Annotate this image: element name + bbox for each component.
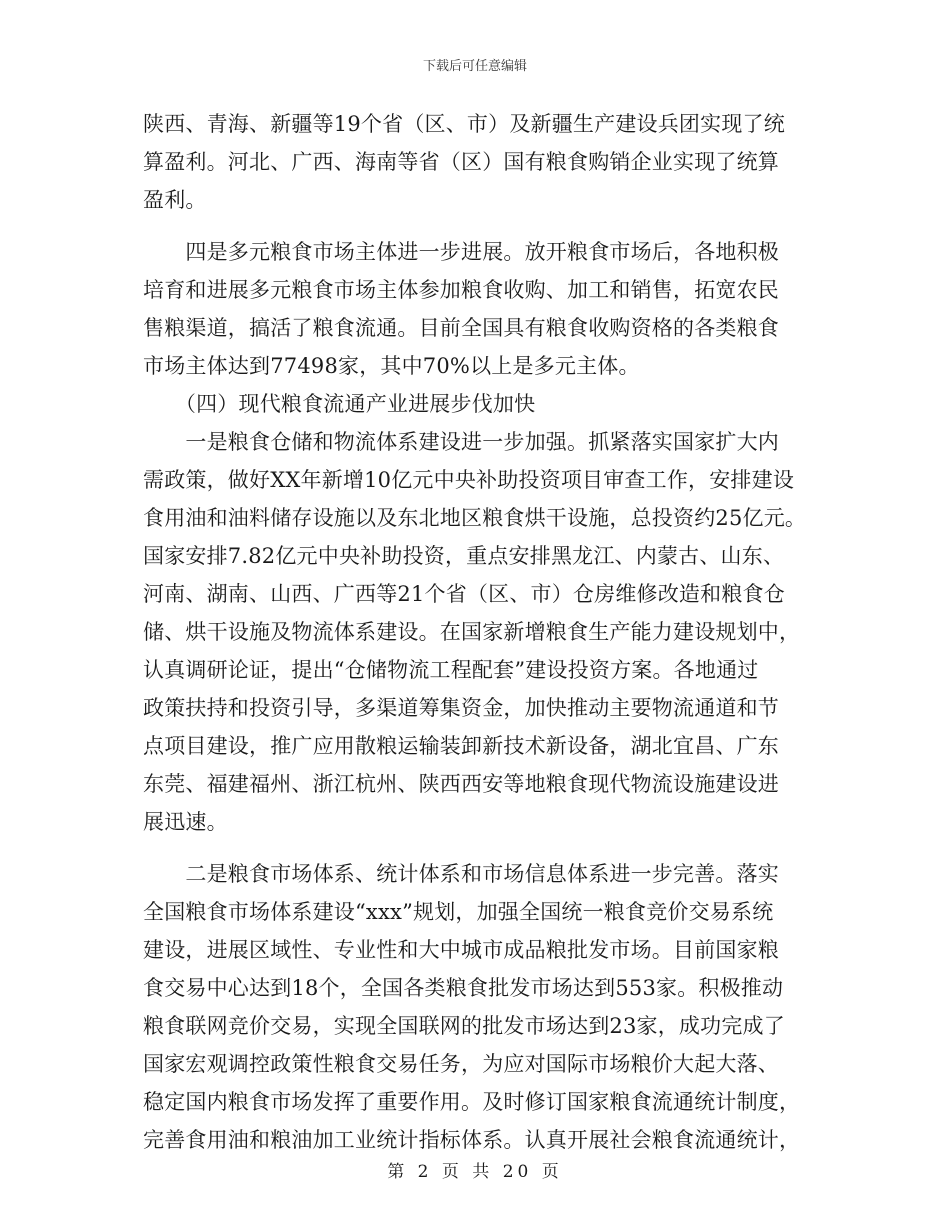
text-line: 完善食用油和粮油加工业统计指标体系。认真开展社会粮食流通统计， [143, 1128, 801, 1152]
text-line: 认真调研论证，提出“仓储物流工程配套”建设投资方案。各地通过 [143, 658, 759, 682]
text-line: 食交易中心达到18个，全国各类粮食批发市场达到553家。积极推动 [143, 976, 784, 1000]
text-line: 市场主体达到77498家，其中70%以上是多元主体。 [143, 354, 640, 378]
text-line: 四是多元粮食市场主体进一步进展。放开粮食市场后，各地积极 [143, 240, 779, 264]
text-line: 二是粮食市场体系、统计体系和市场信息体系进一步完善。落实 [143, 862, 779, 886]
page-header: 下载后可任意编辑 [422, 59, 527, 74]
text-line: 算盈利。河北、广西、海南等省（区）国有粮食购销企业实现了统算 [143, 150, 779, 174]
text-line: 需政策，做好XX年新增10亿元中央补助投资项目审查工作，安排建设 [143, 468, 795, 492]
text-line: 粮食联网竞价交易，实现全国联网的批发市场达到23家，成功完成了 [143, 1014, 785, 1038]
text-line: 国家安排7.82亿元中央补助投资，重点安排黑龙江、内蒙古、山东、 [143, 544, 785, 568]
paragraph [143, 105, 808, 219]
text-line: 陕西、青海、新疆等19个省（区、市）及新疆生产建设兵团实现了统 [143, 112, 785, 136]
text-line: 储、烘干设施及物流体系建设。在国家新增粮食生产能力建设规划中， [143, 620, 801, 644]
text-line: 食用油和油料储存设施以及东北地区粮食烘干设施，总投资约25亿元。 [143, 506, 807, 530]
paragraph [143, 855, 808, 1159]
text-line: 一是粮食仓储和物流体系建设进一步加强。抓紧落实国家扩大内 [143, 430, 779, 454]
text-line: 稳定国内粮食市场发挥了重要作用。及时修订国家粮食流通统计制度， [143, 1090, 801, 1114]
text-line: 展迅速。 [143, 810, 228, 834]
text-line: 培育和进展多元粮食市场主体参加粮食收购、加工和销售，拓宽农民 [143, 278, 779, 302]
text-line: 国家宏观调控政策性粮食交易任务，为应对国际市场粮价大起大落、 [143, 1052, 779, 1076]
document-body [143, 105, 808, 1159]
text-line: 政策扶持和投资引导，多渠道筹集资金，加快推动主要物流通道和节 [143, 696, 779, 720]
text-line: 盈利。 [143, 188, 207, 212]
text-line: 东莞、福建福州、浙江杭州、陕西西安等地粮食现代物流设施建设进 [143, 772, 779, 796]
section-heading: （四）现代粮食流通产业进展步伐加快 [143, 392, 536, 416]
paragraph [143, 233, 808, 841]
text-line: 售粮渠道，搞活了粮食流通。目前全国具有粮食收购资格的各类粮食 [143, 316, 779, 340]
text-line: 河南、湖南、山西、广西等21个省（区、市）仓房维修改造和粮食仓 [143, 582, 785, 606]
page-number: 第 2 页 共 20 页 [387, 1162, 563, 1182]
text-line: 点项目建设，推广应用散粮运输装卸新技术新设备，湖北宜昌、广东 [143, 734, 779, 758]
text-line: 建设，进展区域性、专业性和大中城市成品粮批发市场。目前国家粮 [143, 938, 779, 962]
text-line: 全国粮食市场体系建设“xxx”规划，加强全国统一粮食竞价交易系统 [143, 900, 774, 924]
